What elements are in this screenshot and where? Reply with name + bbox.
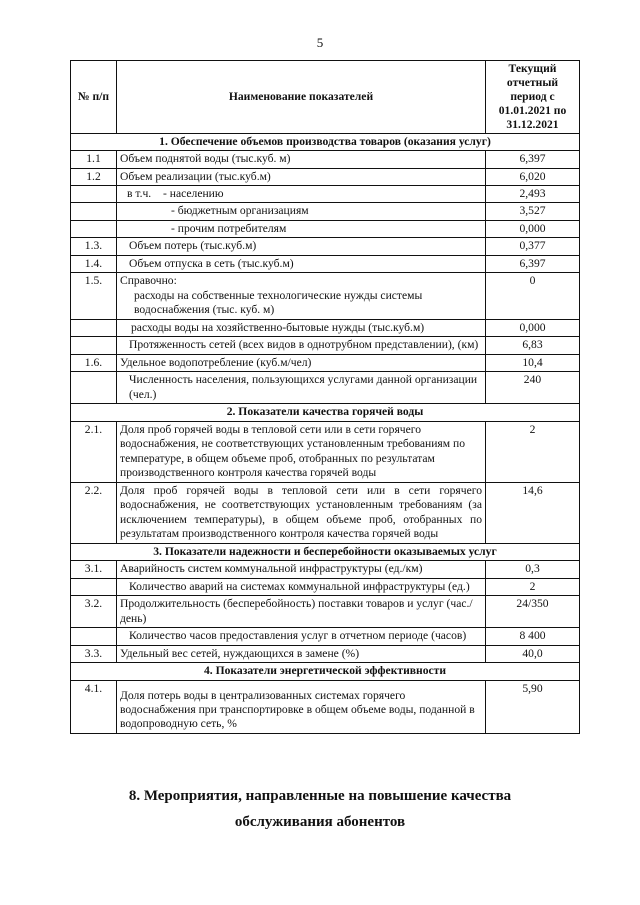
row-name: расходы воды на хозяйственно-бытовые нужды (тыс.куб.м) — [117, 319, 486, 336]
table-row — [71, 645, 580, 662]
table-row — [71, 578, 580, 595]
table-row — [71, 482, 580, 543]
row-no — [71, 220, 117, 237]
row-value: 3,527 — [486, 203, 580, 220]
table-row — [71, 628, 580, 645]
row-value: 14,6 — [486, 482, 580, 543]
row-no: 1.3. — [71, 238, 117, 255]
row-name — [117, 273, 486, 319]
row-no — [71, 372, 117, 404]
table-row — [71, 421, 580, 482]
row-name: Удельный вес сетей, нуждающихся в замене (%) — [117, 645, 486, 662]
row-name: Численность населения, пользующихся услугами данной организации (чел.) — [117, 372, 486, 404]
row-no: 1.6. — [71, 354, 117, 371]
table-row — [71, 273, 580, 319]
row-name: Объем реализации (тыс.куб.м) — [117, 168, 486, 185]
row-name: Удельное водопотребление (куб.м/чел) — [117, 354, 486, 371]
page-number: 5 — [316, 35, 324, 50]
row-value: 6,83 — [486, 337, 580, 354]
row-name: Продолжительность (бесперебойность) поставки товаров и услуг (час./день) — [117, 596, 486, 628]
row-name: Количество аварий на системах коммунальной инфраструктуры (ед.) — [117, 578, 486, 595]
row-value: 8 400 — [486, 628, 580, 645]
row-value: 2,493 — [486, 185, 580, 202]
row-no: 2.1. — [71, 421, 117, 482]
row-value: 24/350 — [486, 596, 580, 628]
table-row — [71, 596, 580, 628]
section-title-2: 2. Показатели качества горячей воды — [71, 404, 580, 421]
row-value: 0,3 — [486, 561, 580, 578]
row-no: 4.1. — [71, 680, 117, 733]
table-row — [71, 337, 580, 354]
row-value: 6,397 — [486, 255, 580, 272]
header-value: Текущий отчетный период с 01.01.2021 по 31.12.2021 — [486, 61, 580, 134]
section-row — [71, 663, 580, 680]
table-row — [71, 238, 580, 255]
row-value: 6,397 — [486, 151, 580, 168]
row-no — [71, 319, 117, 336]
table-row — [71, 680, 580, 733]
row-no: 3.1. — [71, 561, 117, 578]
row-no: 2.2. — [71, 482, 117, 543]
row-no: 1.4. — [71, 255, 117, 272]
row-value: 5,90 — [486, 680, 580, 733]
section-row — [71, 133, 580, 150]
table-row — [71, 354, 580, 371]
row-name: Объем потерь (тыс.куб.м) — [117, 238, 486, 255]
row-no — [71, 185, 117, 202]
table-row — [71, 151, 580, 168]
row-value: 10,4 — [486, 354, 580, 371]
row-value: 2 — [486, 578, 580, 595]
row-name: - прочим потребителям — [117, 220, 486, 237]
row-name — [117, 185, 486, 202]
row-name: Протяженность сетей (всех видов в однотрубном представлении), (км) — [117, 337, 486, 354]
row-value: 0 — [486, 273, 580, 319]
row-value: 0,377 — [486, 238, 580, 255]
table-row — [71, 203, 580, 220]
row-no — [71, 337, 117, 354]
row-no — [71, 203, 117, 220]
row-no: 1.2 — [71, 168, 117, 185]
table-row — [71, 168, 580, 185]
row-no — [71, 628, 117, 645]
row-no: 1.1 — [71, 151, 117, 168]
row-name: - бюджетным организациям — [117, 203, 486, 220]
row-value: 2 — [486, 421, 580, 482]
section-title-1: 1. Обеспечение объемов производства товаров (оказания услуг) — [71, 133, 580, 150]
table-row — [71, 319, 580, 336]
section-row — [71, 404, 580, 421]
row-no: 1.5. — [71, 273, 117, 319]
row-no: 3.3. — [71, 645, 117, 662]
section-title-4: 4. Показатели энергетической эффективности — [71, 663, 580, 680]
row-name-text: - населению — [163, 186, 224, 200]
section-heading-line-1: 8. Мероприятия, направленные на повышение качества — [128, 788, 512, 804]
row-value: 40,0 — [486, 645, 580, 662]
table-row — [71, 220, 580, 237]
table-row — [71, 372, 580, 404]
row-value: 0,000 — [486, 220, 580, 237]
header-no: № п/п — [71, 61, 117, 134]
table-row — [71, 185, 580, 202]
row-name: Объем поднятой воды (тыс.куб. м) — [117, 151, 486, 168]
row-value: 240 — [486, 372, 580, 404]
indicators-table — [70, 60, 580, 734]
row-name: Количество часов предоставления услуг в отчетном периоде (часов) — [117, 628, 486, 645]
row-value: 0,000 — [486, 319, 580, 336]
row-prefix: в т.ч. — [127, 186, 152, 200]
table-header-row — [71, 61, 580, 134]
row-name: Объем отпуска в сеть (тыс.куб.м) — [117, 255, 486, 272]
row-name: Доля проб горячей воды в тепловой сети или в сети горячего водоснабжения, не соответствующих установленным требованиям по температуре, в общем объеме проб, отобранных по результатам производственного контроля качества горячей воды — [117, 421, 486, 482]
section-title-3: 3. Показатели надежности и бесперебойности оказываемых услуг — [71, 543, 580, 560]
row-name-heading: Справочно: — [120, 274, 177, 288]
row-name: Аварийность систем коммунальной инфраструктуры (ед./км) — [117, 561, 486, 578]
row-value: 6,020 — [486, 168, 580, 185]
table-row — [71, 561, 580, 578]
section-heading-line-2: обслуживания абонентов — [234, 814, 406, 830]
header-name: Наименование показателей — [117, 61, 486, 134]
table-row — [71, 255, 580, 272]
row-no — [71, 578, 117, 595]
row-name-detail: расходы на собственные технологические нужды системы водоснабжения (тыс. куб. м) — [134, 288, 423, 317]
row-name: Доля потерь воды в централизованных системах горячего водоснабжения при транспортировке в общем объеме воды, поданной в водопроводную сеть, % — [117, 680, 486, 733]
section-row — [71, 543, 580, 560]
row-name: Доля проб горячей воды в тепловой сети или в сети горячего водоснабжения, не соответствующих установленным требованиям (за исключением температуры), в общем объеме проб, отобранных по результатам производственного контроля качества горячей воды — [117, 482, 486, 543]
row-no: 3.2. — [71, 596, 117, 628]
